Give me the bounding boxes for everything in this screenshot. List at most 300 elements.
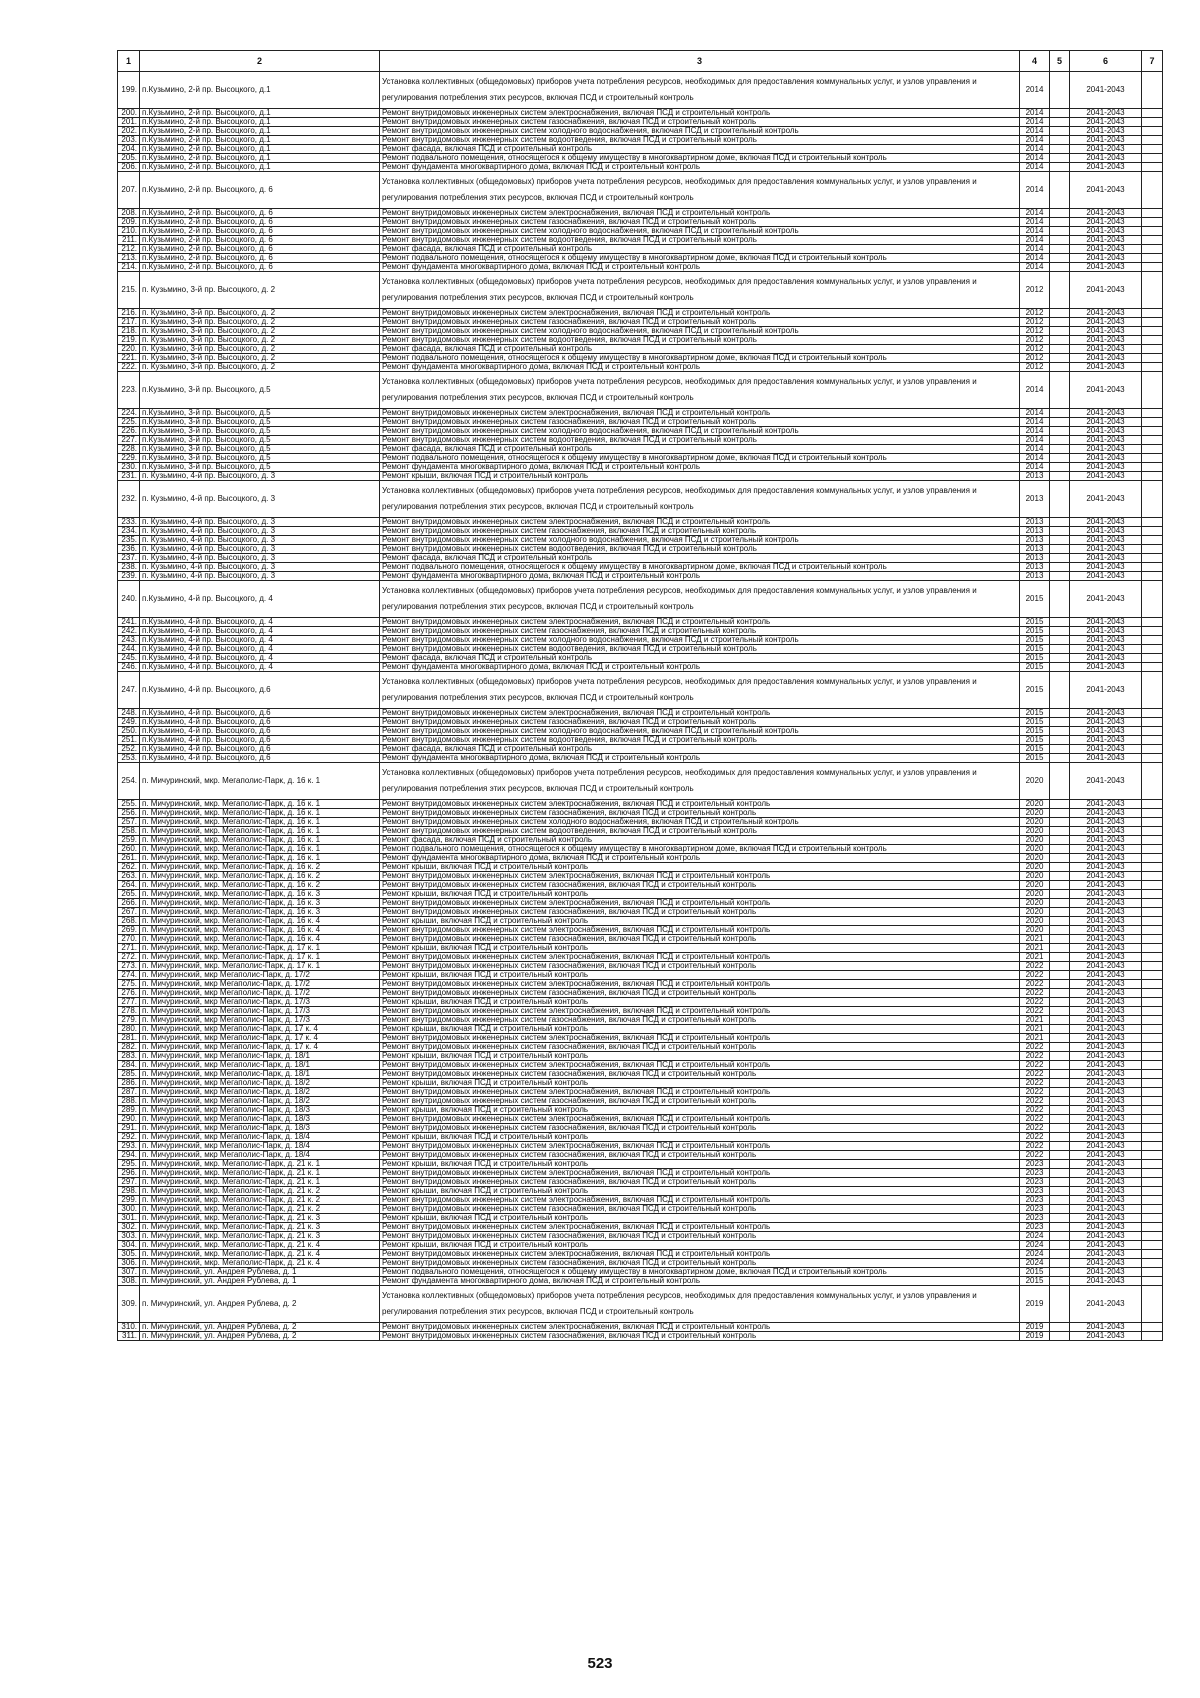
work-type-cell: Ремонт крыши, включая ПСД и строительный контроль: [380, 971, 1020, 980]
year-cell: 2022: [1020, 1124, 1050, 1133]
col7-cell: [1142, 354, 1163, 363]
work-type-cell: Ремонт внутридомовых инженерных систем электроснабжения, включая ПСД и строительный контроль: [380, 1250, 1020, 1259]
col5-cell: [1050, 127, 1070, 136]
table-row: [118, 1142, 1163, 1151]
row-number-cell: 267.: [118, 908, 140, 917]
row-number-cell: 279.: [118, 1016, 140, 1025]
address-cell: п.Кузьмино, 2-й пр. Высоцкого, д. 6: [140, 263, 380, 272]
col5-cell: [1050, 627, 1070, 636]
col7-cell: [1142, 818, 1163, 827]
table-row: [118, 363, 1163, 372]
address-cell: п.Кузьмино, 3-й пр. Высоцкого, д.5: [140, 427, 380, 436]
table-row: [118, 545, 1163, 554]
col5-cell: [1050, 227, 1070, 236]
col7-cell: [1142, 863, 1163, 872]
period-cell: 2041-2043: [1070, 172, 1142, 209]
year-cell: 2014: [1020, 236, 1050, 245]
row-number-cell: 291.: [118, 1124, 140, 1133]
table-row: [118, 953, 1163, 962]
col5-cell: [1050, 454, 1070, 463]
col7-cell: [1142, 454, 1163, 463]
col5-cell: [1050, 418, 1070, 427]
period-cell: 2041-2043: [1070, 354, 1142, 363]
period-cell: 2041-2043: [1070, 636, 1142, 645]
row-number-cell: 200.: [118, 109, 140, 118]
address-cell: п. Мичуринский, мкр. Мегаполис-Парк, д. 16 к. 1: [140, 836, 380, 845]
year-cell: 2022: [1020, 989, 1050, 998]
address-cell: п. Мичуринский, мкр Мегаполис-Парк, д. 18/1: [140, 1070, 380, 1079]
address-cell: п. Мичуринский, мкр. Мегаполис-Парк, д. 21 к. 4: [140, 1259, 380, 1268]
year-cell: 2012: [1020, 318, 1050, 327]
col5-cell: [1050, 962, 1070, 971]
row-number-cell: 287.: [118, 1088, 140, 1097]
period-cell: 2041-2043: [1070, 709, 1142, 718]
row-number-cell: 208.: [118, 209, 140, 218]
address-cell: п. Мичуринский, мкр. Мегаполис-Парк, д. 21 к. 4: [140, 1250, 380, 1259]
table-row: [118, 763, 1163, 800]
col5-cell: [1050, 527, 1070, 536]
work-type-cell: Ремонт внутридомовых инженерных систем электроснабжения, включая ПСД и строительный контроль: [380, 953, 1020, 962]
address-cell: п. Кузьмино, 4-й пр. Высоцкого, д. 3: [140, 527, 380, 536]
row-number-cell: 241.: [118, 618, 140, 627]
table-row: [118, 1232, 1163, 1241]
work-type-cell: Ремонт фасада, включая ПСД и строительный контроль: [380, 445, 1020, 454]
table-row: [118, 1286, 1163, 1323]
table-row: [118, 1052, 1163, 1061]
col7-cell: [1142, 827, 1163, 836]
col5-cell: [1050, 1286, 1070, 1323]
col7-cell: [1142, 944, 1163, 953]
row-number-cell: 306.: [118, 1259, 140, 1268]
year-cell: 2020: [1020, 827, 1050, 836]
year-cell: 2015: [1020, 654, 1050, 663]
col5-cell: [1050, 163, 1070, 172]
table-row: [118, 209, 1163, 218]
year-cell: 2015: [1020, 627, 1050, 636]
period-cell: 2041-2043: [1070, 1070, 1142, 1079]
address-cell: п.Кузьмино, 4-й пр. Высоцкого, д. 4: [140, 663, 380, 672]
period-cell: 2041-2043: [1070, 545, 1142, 554]
col5-cell: [1050, 818, 1070, 827]
address-cell: п. Мичуринский, мкр Мегаполис-Парк, д. 18/3: [140, 1106, 380, 1115]
year-cell: 2015: [1020, 754, 1050, 763]
year-cell: 2015: [1020, 745, 1050, 754]
address-cell: п. Кузьмино, 4-й пр. Высоцкого, д. 3: [140, 518, 380, 527]
period-cell: 2041-2043: [1070, 1268, 1142, 1277]
period-cell: 2041-2043: [1070, 998, 1142, 1007]
address-cell: п. Мичуринский, мкр. Мегаполис-Парк, д. 17 к. 1: [140, 953, 380, 962]
col7-cell: [1142, 1323, 1163, 1332]
period-cell: 2041-2043: [1070, 409, 1142, 418]
row-number-cell: 242.: [118, 627, 140, 636]
period-cell: 2041-2043: [1070, 72, 1142, 109]
work-type-cell: Ремонт внутридомовых инженерных систем газоснабжения, включая ПСД и строительный контроль: [380, 527, 1020, 536]
table-row: [118, 845, 1163, 854]
period-cell: 2041-2043: [1070, 1007, 1142, 1016]
row-number-cell: 253.: [118, 754, 140, 763]
work-type-cell: Ремонт внутридомовых инженерных систем газоснабжения, включая ПСД и строительный контроль: [380, 1205, 1020, 1214]
address-cell: п.Кузьмино, 2-й пр. Высоцкого, д.1: [140, 145, 380, 154]
table-row: [118, 672, 1163, 709]
row-number-cell: 244.: [118, 645, 140, 654]
period-cell: 2041-2043: [1070, 1106, 1142, 1115]
row-number-cell: 290.: [118, 1115, 140, 1124]
address-cell: п.Кузьмино, 4-й пр. Высоцкого, д. 4: [140, 618, 380, 627]
address-cell: п. Мичуринский, мкр Мегаполис-Парк, д. 18/2: [140, 1088, 380, 1097]
row-number-cell: 202.: [118, 127, 140, 136]
period-cell: 2041-2043: [1070, 136, 1142, 145]
col5-cell: [1050, 953, 1070, 962]
col5-cell: [1050, 935, 1070, 944]
year-cell: 2014: [1020, 454, 1050, 463]
row-number-cell: 274.: [118, 971, 140, 980]
table-row: [118, 218, 1163, 227]
address-cell: п. Мичуринский, мкр. Мегаполис-Парк, д. 16 к. 4: [140, 917, 380, 926]
period-cell: 2041-2043: [1070, 1323, 1142, 1332]
row-number-cell: 240.: [118, 581, 140, 618]
table-row: [118, 1124, 1163, 1133]
col5-cell: [1050, 827, 1070, 836]
period-cell: 2041-2043: [1070, 654, 1142, 663]
table-row: [118, 118, 1163, 127]
work-type-cell: Установка коллективных (общедомовых) приборов учета потребления ресурсов, необходимых для предоставления коммунальных услуг, и узлов управления и регулирования потребления этих ресурсов, включая ПСД и строительный контроль: [380, 672, 1020, 709]
period-cell: 2041-2043: [1070, 1133, 1142, 1142]
period-cell: 2041-2043: [1070, 1250, 1142, 1259]
header-col-3: 3: [380, 51, 1020, 72]
row-number-cell: 255.: [118, 800, 140, 809]
col7-cell: [1142, 327, 1163, 336]
period-cell: 2041-2043: [1070, 263, 1142, 272]
table-row: [118, 1250, 1163, 1259]
period-cell: 2041-2043: [1070, 1124, 1142, 1133]
col7-cell: [1142, 1097, 1163, 1106]
row-number-cell: 214.: [118, 263, 140, 272]
work-type-cell: Ремонт фундамента многоквартирного дома, включая ПСД и строительный контроль: [380, 463, 1020, 472]
col7-cell: [1142, 1205, 1163, 1214]
row-number-cell: 280.: [118, 1025, 140, 1034]
year-cell: 2020: [1020, 763, 1050, 800]
table-row: [118, 172, 1163, 209]
table-row: [118, 836, 1163, 845]
col7-cell: [1142, 908, 1163, 917]
year-cell: 2023: [1020, 1196, 1050, 1205]
address-cell: п.Кузьмино, 3-й пр. Высоцкого, д.5: [140, 463, 380, 472]
col7-cell: [1142, 627, 1163, 636]
address-cell: п. Мичуринский, ул. Андрея Рублева, д. 2: [140, 1323, 380, 1332]
period-cell: 2041-2043: [1070, 980, 1142, 989]
row-number-cell: 256.: [118, 809, 140, 818]
address-cell: п. Мичуринский, мкр. Мегаполис-Парк, д. 21 к. 2: [140, 1205, 380, 1214]
address-cell: п.Кузьмино, 2-й пр. Высоцкого, д. 6: [140, 245, 380, 254]
address-cell: п. Кузьмино, 4-й пр. Высоцкого, д. 3: [140, 481, 380, 518]
address-cell: п. Мичуринский, мкр. Мегаполис-Парк, д. 16 к. 1: [140, 800, 380, 809]
table-row: [118, 1133, 1163, 1142]
year-cell: 2019: [1020, 1323, 1050, 1332]
table-row: [118, 709, 1163, 718]
work-type-cell: Ремонт внутридомовых инженерных систем электроснабжения, включая ПСД и строительный контроль: [380, 899, 1020, 908]
year-cell: 2012: [1020, 327, 1050, 336]
row-number-cell: 210.: [118, 227, 140, 236]
work-type-cell: Ремонт внутридомовых инженерных систем электроснабжения, включая ПСД и строительный контроль: [380, 980, 1020, 989]
address-cell: п. Мичуринский, мкр. Мегаполис-Парк, д. 21 к. 4: [140, 1241, 380, 1250]
col7-cell: [1142, 1214, 1163, 1223]
col5-cell: [1050, 908, 1070, 917]
col5-cell: [1050, 1133, 1070, 1142]
period-cell: 2041-2043: [1070, 854, 1142, 863]
col7-cell: [1142, 109, 1163, 118]
row-number-cell: 251.: [118, 736, 140, 745]
address-cell: п. Мичуринский, мкр. Мегаполис-Парк, д. 16 к. 3: [140, 899, 380, 908]
address-cell: п. Мичуринский, мкр. Мегаполис-Парк, д. 21 к. 3: [140, 1214, 380, 1223]
col5-cell: [1050, 563, 1070, 572]
year-cell: 2014: [1020, 136, 1050, 145]
table-row: [118, 372, 1163, 409]
row-number-cell: 295.: [118, 1160, 140, 1169]
year-cell: 2014: [1020, 227, 1050, 236]
period-cell: 2041-2043: [1070, 863, 1142, 872]
col7-cell: [1142, 72, 1163, 109]
table-row: [118, 935, 1163, 944]
table-row: [118, 254, 1163, 263]
col7-cell: [1142, 118, 1163, 127]
table-row: [118, 1160, 1163, 1169]
table-row: [118, 527, 1163, 536]
col7-cell: [1142, 1277, 1163, 1286]
header-row: [118, 51, 1163, 72]
year-cell: 2014: [1020, 218, 1050, 227]
year-cell: 2024: [1020, 1232, 1050, 1241]
col7-cell: [1142, 545, 1163, 554]
col7-cell: [1142, 309, 1163, 318]
row-number-cell: 201.: [118, 118, 140, 127]
address-cell: п.Кузьмино, 4-й пр. Высоцкого, д. 4: [140, 654, 380, 663]
period-cell: 2041-2043: [1070, 1178, 1142, 1187]
col7-cell: [1142, 1133, 1163, 1142]
row-number-cell: 213.: [118, 254, 140, 263]
work-type-cell: Ремонт внутридомовых инженерных систем водоотведения, включая ПСД и строительный контроль: [380, 336, 1020, 345]
col7-cell: [1142, 1196, 1163, 1205]
row-number-cell: 199.: [118, 72, 140, 109]
period-cell: 2041-2043: [1070, 445, 1142, 454]
col7-cell: [1142, 980, 1163, 989]
table-row: [118, 1016, 1163, 1025]
period-cell: 2041-2043: [1070, 1160, 1142, 1169]
table-row: [118, 127, 1163, 136]
work-type-cell: Ремонт внутридомовых инженерных систем электроснабжения, включая ПСД и строительный контроль: [380, 518, 1020, 527]
period-cell: 2041-2043: [1070, 881, 1142, 890]
work-type-cell: Ремонт крыши, включая ПСД и строительный контроль: [380, 1079, 1020, 1088]
work-type-cell: Установка коллективных (общедомовых) приборов учета потребления ресурсов, необходимых для предоставления коммунальных услуг, и узлов управления и регулирования потребления этих ресурсов, включая ПСД и строительный контроль: [380, 481, 1020, 518]
col7-cell: [1142, 1061, 1163, 1070]
col7-cell: [1142, 163, 1163, 172]
table-row: [118, 1007, 1163, 1016]
col7-cell: [1142, 1070, 1163, 1079]
work-type-cell: Ремонт фасада, включая ПСД и строительный контроль: [380, 554, 1020, 563]
address-cell: п.Кузьмино, 4-й пр. Высоцкого, д. 4: [140, 581, 380, 618]
year-cell: 2014: [1020, 245, 1050, 254]
address-cell: п.Кузьмино, 3-й пр. Высоцкого, д.5: [140, 436, 380, 445]
year-cell: 2014: [1020, 427, 1050, 436]
col7-cell: [1142, 418, 1163, 427]
address-cell: п. Мичуринский, мкр. Мегаполис-Парк, д. 16 к. 3: [140, 908, 380, 917]
year-cell: 2024: [1020, 1250, 1050, 1259]
row-number-cell: 257.: [118, 818, 140, 827]
address-cell: п.Кузьмино, 4-й пр. Высоцкого, д.6: [140, 672, 380, 709]
table-row: [118, 154, 1163, 163]
address-cell: п.Кузьмино, 2-й пр. Высоцкого, д.1: [140, 136, 380, 145]
address-cell: п.Кузьмино, 2-й пр. Высоцкого, д.1: [140, 109, 380, 118]
col7-cell: [1142, 809, 1163, 818]
col5-cell: [1050, 1079, 1070, 1088]
address-cell: п. Кузьмино, 4-й пр. Высоцкого, д. 3: [140, 572, 380, 581]
row-number-cell: 269.: [118, 926, 140, 935]
period-cell: 2041-2043: [1070, 1097, 1142, 1106]
col5-cell: [1050, 1034, 1070, 1043]
work-type-cell: Ремонт внутридомовых инженерных систем газоснабжения, включая ПСД и строительный контроль: [380, 935, 1020, 944]
col5-cell: [1050, 72, 1070, 109]
table-row: [118, 272, 1163, 309]
row-number-cell: 209.: [118, 218, 140, 227]
col5-cell: [1050, 345, 1070, 354]
col5-cell: [1050, 363, 1070, 372]
year-cell: 2013: [1020, 536, 1050, 545]
year-cell: 2015: [1020, 736, 1050, 745]
row-number-cell: 247.: [118, 672, 140, 709]
col5-cell: [1050, 618, 1070, 627]
table-row: [118, 554, 1163, 563]
col5-cell: [1050, 1043, 1070, 1052]
table-row: [118, 236, 1163, 245]
year-cell: 2015: [1020, 709, 1050, 718]
period-cell: 2041-2043: [1070, 727, 1142, 736]
year-cell: 2022: [1020, 1088, 1050, 1097]
col7-cell: [1142, 1142, 1163, 1151]
col7-cell: [1142, 926, 1163, 935]
work-type-cell: Ремонт фундамента многоквартирного дома, включая ПСД и строительный контроль: [380, 163, 1020, 172]
work-type-cell: Установка коллективных (общедомовых) приборов учета потребления ресурсов, необходимых для предоставления коммунальных услуг, и узлов управления и регулирования потребления этих ресурсов, включая ПСД и строительный контроль: [380, 272, 1020, 309]
row-number-cell: 270.: [118, 935, 140, 944]
table-row: [118, 1151, 1163, 1160]
year-cell: 2023: [1020, 1178, 1050, 1187]
col7-cell: [1142, 145, 1163, 154]
row-number-cell: 222.: [118, 363, 140, 372]
address-cell: п.Кузьмино, 3-й пр. Высоцкого, д.5: [140, 409, 380, 418]
table-row: [118, 1332, 1163, 1341]
table-row: [118, 890, 1163, 899]
table-row: [118, 1187, 1163, 1196]
col5-cell: [1050, 263, 1070, 272]
address-cell: п. Мичуринский, мкр. Мегаполис-Парк, д. 16 к. 2: [140, 881, 380, 890]
period-cell: 2041-2043: [1070, 318, 1142, 327]
work-type-cell: Ремонт внутридомовых инженерных систем холодного водоснабжения, включая ПСД и строительный контроль: [380, 536, 1020, 545]
year-cell: 2015: [1020, 672, 1050, 709]
col7-cell: [1142, 836, 1163, 845]
work-type-cell: Ремонт внутридомовых инженерных систем газоснабжения, включая ПСД и строительный контроль: [380, 962, 1020, 971]
year-cell: 2015: [1020, 645, 1050, 654]
year-cell: 2014: [1020, 145, 1050, 154]
address-cell: п. Мичуринский, мкр Мегаполис-Парк, д. 17 к. 4: [140, 1025, 380, 1034]
page-number: 523: [587, 1655, 613, 1672]
table-row: [118, 72, 1163, 109]
col7-cell: [1142, 1160, 1163, 1169]
address-cell: п.Кузьмино, 4-й пр. Высоцкого, д.6: [140, 727, 380, 736]
work-type-cell: Ремонт внутридомовых инженерных систем газоснабжения, включая ПСД и строительный контроль: [380, 809, 1020, 818]
address-cell: п.Кузьмино, 2-й пр. Высоцкого, д.1: [140, 118, 380, 127]
col5-cell: [1050, 1268, 1070, 1277]
work-type-cell: Ремонт внутридомовых инженерных систем газоснабжения, включая ПСД и строительный контроль: [380, 1151, 1020, 1160]
period-cell: 2041-2043: [1070, 1332, 1142, 1341]
col7-cell: [1142, 1286, 1163, 1323]
work-type-cell: Ремонт фасада, включая ПСД и строительный контроль: [380, 654, 1020, 663]
period-cell: 2041-2043: [1070, 527, 1142, 536]
period-cell: 2041-2043: [1070, 890, 1142, 899]
address-cell: п. Мичуринский, мкр Мегаполис-Парк, д. 17/3: [140, 1016, 380, 1025]
work-type-cell: Ремонт крыши, включая ПСД и строительный контроль: [380, 890, 1020, 899]
work-type-cell: Ремонт крыши, включая ПСД и строительный контроль: [380, 1052, 1020, 1061]
work-type-cell: Ремонт крыши, включая ПСД и строительный контроль: [380, 863, 1020, 872]
row-number-cell: 229.: [118, 454, 140, 463]
address-cell: п.Кузьмино, 3-й пр. Высоцкого, д.5: [140, 372, 380, 409]
address-cell: п. Мичуринский, мкр. Мегаполис-Парк, д. 16 к. 1: [140, 763, 380, 800]
col7-cell: [1142, 272, 1163, 309]
period-cell: 2041-2043: [1070, 254, 1142, 263]
col5-cell: [1050, 118, 1070, 127]
year-cell: 2014: [1020, 154, 1050, 163]
col5-cell: [1050, 1097, 1070, 1106]
work-type-cell: Ремонт крыши, включая ПСД и строительный контроль: [380, 1106, 1020, 1115]
work-type-cell: Ремонт крыши, включая ПСД и строительный контроль: [380, 944, 1020, 953]
year-cell: 2015: [1020, 1268, 1050, 1277]
row-number-cell: 221.: [118, 354, 140, 363]
year-cell: 2012: [1020, 272, 1050, 309]
col5-cell: [1050, 463, 1070, 472]
table-row: [118, 800, 1163, 809]
col7-cell: [1142, 554, 1163, 563]
address-cell: п.Кузьмино, 4-й пр. Высоцкого, д. 4: [140, 645, 380, 654]
col5-cell: [1050, 980, 1070, 989]
work-type-cell: Ремонт подвального помещения, относящегося к общему имуществу в многоквартирном доме, включая ПСД и строительный контроль: [380, 254, 1020, 263]
col7-cell: [1142, 1007, 1163, 1016]
row-number-cell: 237.: [118, 554, 140, 563]
work-type-cell: Ремонт внутридомовых инженерных систем газоснабжения, включая ПСД и строительный контроль: [380, 627, 1020, 636]
table-row: [118, 863, 1163, 872]
row-number-cell: 300.: [118, 1205, 140, 1214]
table-row: [118, 1178, 1163, 1187]
address-cell: п.Кузьмино, 2-й пр. Высоцкого, д.1: [140, 154, 380, 163]
col5-cell: [1050, 309, 1070, 318]
address-cell: п. Мичуринский, мкр Мегаполис-Парк, д. 17/2: [140, 971, 380, 980]
col5-cell: [1050, 863, 1070, 872]
period-cell: 2041-2043: [1070, 962, 1142, 971]
col7-cell: [1142, 618, 1163, 627]
period-cell: 2041-2043: [1070, 1187, 1142, 1196]
row-number-cell: 211.: [118, 236, 140, 245]
address-cell: п. Мичуринский, мкр Мегаполис-Парк, д. 18/2: [140, 1097, 380, 1106]
address-cell: п.Кузьмино, 2-й пр. Высоцкого, д.1: [140, 127, 380, 136]
col5-cell: [1050, 1106, 1070, 1115]
col5-cell: [1050, 436, 1070, 445]
period-cell: 2041-2043: [1070, 209, 1142, 218]
col7-cell: [1142, 727, 1163, 736]
address-cell: п. Мичуринский, мкр Мегаполис-Парк, д. 17 к. 4: [140, 1043, 380, 1052]
col5-cell: [1050, 1025, 1070, 1034]
year-cell: 2020: [1020, 845, 1050, 854]
header-col-1: 1: [118, 51, 140, 72]
year-cell: 2014: [1020, 163, 1050, 172]
address-cell: п.Кузьмино, 2-й пр. Высоцкого, д. 6: [140, 254, 380, 263]
work-type-cell: Ремонт крыши, включая ПСД и строительный контроль: [380, 1160, 1020, 1169]
period-cell: 2041-2043: [1070, 836, 1142, 845]
